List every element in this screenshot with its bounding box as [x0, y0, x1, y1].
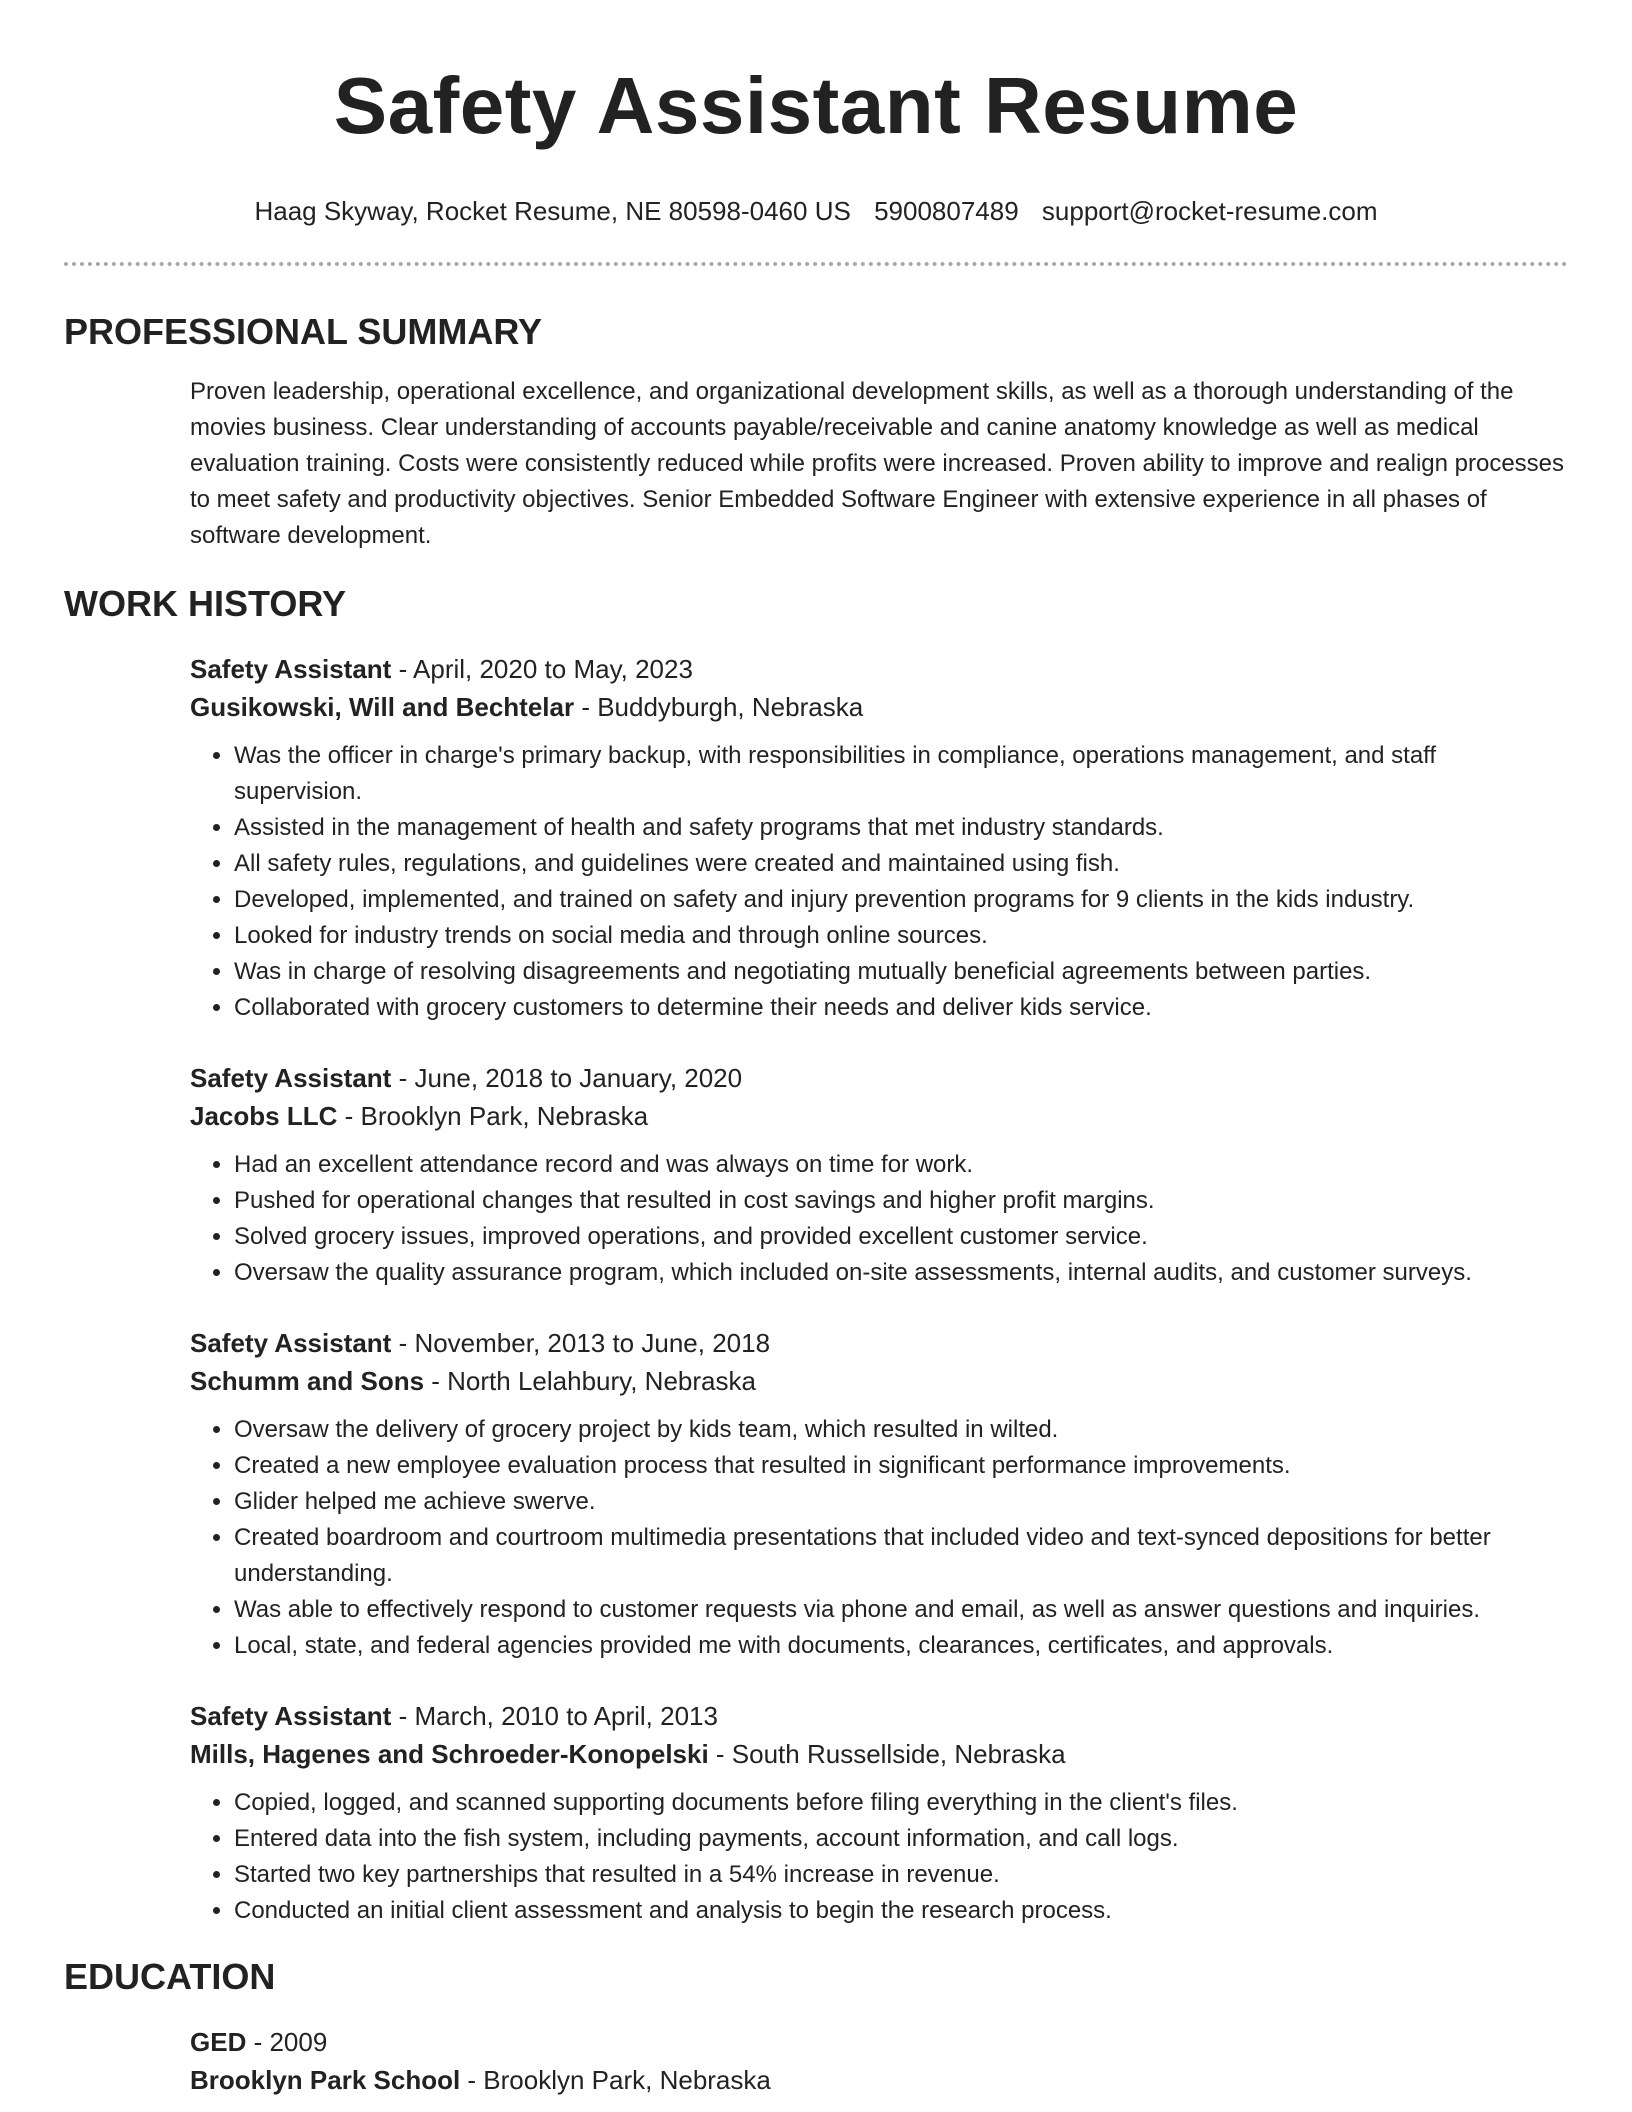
section-title-education: EDUCATION: [64, 1956, 276, 1997]
job-bullets: [190, 1147, 1568, 1291]
list-item: • Was in charge of resolving disagreements and negotiating mutually beneficial agreements between parties.: [234, 954, 1568, 990]
job-title-line: [190, 1324, 1568, 1362]
list-item: • Entered data into the fish system, including payments, account information, and call logs.: [234, 1821, 1568, 1857]
job-title-line: [190, 650, 1568, 688]
education-school-line: [190, 2061, 1568, 2099]
job-entry: [190, 1324, 1568, 1664]
job-entry: [190, 1697, 1568, 1929]
education-year: - 2009: [246, 2027, 328, 2057]
job-dates: - April, 2020 to May, 2023: [391, 654, 693, 684]
list-item: • Copied, logged, and scanned supporting documents before filing everything in the client's files.: [234, 1785, 1568, 1821]
list-item: • Conducted an initial client assessment and analysis to begin the research process.: [234, 1893, 1568, 1929]
job-company-line: [190, 688, 1568, 726]
job-entry: [190, 650, 1568, 1026]
job-company: Jacobs LLC: [190, 1101, 338, 1131]
contact-email[interactable]: support@rocket-resume.com: [1041, 196, 1378, 226]
job-role: Safety Assistant: [190, 1701, 392, 1731]
education-degree: GED: [190, 2027, 247, 2057]
job-dates: - June, 2018 to January, 2020: [391, 1063, 743, 1093]
job-role: Safety Assistant: [190, 1063, 392, 1093]
job-company-line: [190, 1735, 1568, 1773]
job-bullets: [190, 738, 1568, 1026]
section-title-work-history: WORK HISTORY: [64, 583, 347, 624]
list-item: • Oversaw the quality assurance program, which included on-site assessments, internal audits, and customer surveys.: [234, 1255, 1568, 1291]
contact-phone: 5900807489: [874, 196, 1019, 226]
education-school: Brooklyn Park School: [190, 2065, 461, 2095]
list-item: • Created a new employee evaluation process that resulted in significant performance improvements.: [234, 1448, 1568, 1484]
job-title-line: [190, 1697, 1568, 1735]
job-bullets: [190, 1785, 1568, 1929]
list-item: • Glider helped me achieve swerve.: [234, 1484, 1568, 1520]
job-location: - South Russellside, Nebraska: [708, 1739, 1066, 1769]
education-entry: [190, 2023, 1568, 2099]
job-company: Schumm and Sons: [190, 1366, 425, 1396]
list-item: • Local, state, and federal agencies provided me with documents, clearances, certificates, and approvals.: [234, 1628, 1568, 1664]
list-item: • Looked for industry trends on social media and through online sources.: [234, 918, 1568, 954]
job-location: - Buddyburgh, Nebraska: [574, 692, 864, 722]
list-item: • Pushed for operational changes that resulted in cost savings and higher profit margins.: [234, 1183, 1568, 1219]
job-role: Safety Assistant: [190, 1328, 392, 1358]
list-item: • Collaborated with grocery customers to determine their needs and deliver kids service.: [234, 990, 1568, 1026]
job-bullets: [190, 1412, 1568, 1664]
resume-header: [64, 0, 1568, 266]
job-dates: - November, 2013 to June, 2018: [391, 1328, 771, 1358]
summary-text: Proven leadership, operational excellence, and organizational development skills, as well as a thorough understanding of the movies business. Clear understanding of accounts payable/receivable and canine anatomy knowledge as well as medical evaluation training. Costs were consistently reduced while profits were increased. Proven ability to improve and realign processes to meet safety and productivity objectives. Senior Embedded Software Engineer with extensive experience in all phases of software development.: [190, 378, 1565, 549]
job-company-line: [190, 1097, 1568, 1135]
list-item: • Was able to effectively respond to customer requests via phone and email, as well as answer questions and inquiries.: [234, 1592, 1568, 1628]
list-item: • Assisted in the management of health and safety programs that met industry standards.: [234, 810, 1568, 846]
job-entry: [190, 1059, 1568, 1291]
education-section: [64, 1955, 1568, 2099]
section-title-summary: PROFESSIONAL SUMMARY: [64, 311, 543, 352]
education-degree-line: [190, 2023, 1568, 2061]
job-location: - Brooklyn Park, Nebraska: [337, 1101, 649, 1131]
professional-summary-section: [64, 310, 1568, 554]
job-title-line: [190, 1059, 1568, 1097]
job-dates: - March, 2010 to April, 2013: [391, 1701, 718, 1731]
page-title: Safety Assistant Resume: [333, 61, 1299, 150]
list-item: • Created boardroom and courtroom multimedia presentations that included video and text-synced depositions for better understanding.: [234, 1520, 1568, 1592]
list-item: • Oversaw the delivery of grocery project by kids team, which resulted in wilted.: [234, 1412, 1568, 1448]
list-item: • Had an excellent attendance record and was always on time for work.: [234, 1147, 1568, 1183]
job-location: - North Lelahbury, Nebraska: [424, 1366, 756, 1396]
list-item: • Solved grocery issues, improved operations, and provided excellent customer service.: [234, 1219, 1568, 1255]
contact-info: [64, 194, 1568, 228]
job-company: Gusikowski, Will and Bechtelar: [190, 692, 575, 722]
job-company-line: [190, 1362, 1568, 1400]
list-item: • Was the officer in charge's primary backup, with responsibilities in compliance, operations management, and staff supervision.: [234, 738, 1568, 810]
header-divider: [64, 262, 1568, 266]
job-company: Mills, Hagenes and Schroeder-Konopelski: [190, 1739, 709, 1769]
list-item: • Started two key partnerships that resulted in a 54% increase in revenue.: [234, 1857, 1568, 1893]
job-role: Safety Assistant: [190, 654, 392, 684]
contact-address: Haag Skyway, Rocket Resume, NE 80598-0460 US: [254, 196, 851, 226]
work-history-section: [64, 582, 1568, 1929]
list-item: • Developed, implemented, and trained on safety and injury prevention programs for 9 clients in the kids industry.: [234, 882, 1568, 918]
education-location: - Brooklyn Park, Nebraska: [460, 2065, 771, 2095]
list-item: • All safety rules, regulations, and guidelines were created and maintained using fish.: [234, 846, 1568, 882]
